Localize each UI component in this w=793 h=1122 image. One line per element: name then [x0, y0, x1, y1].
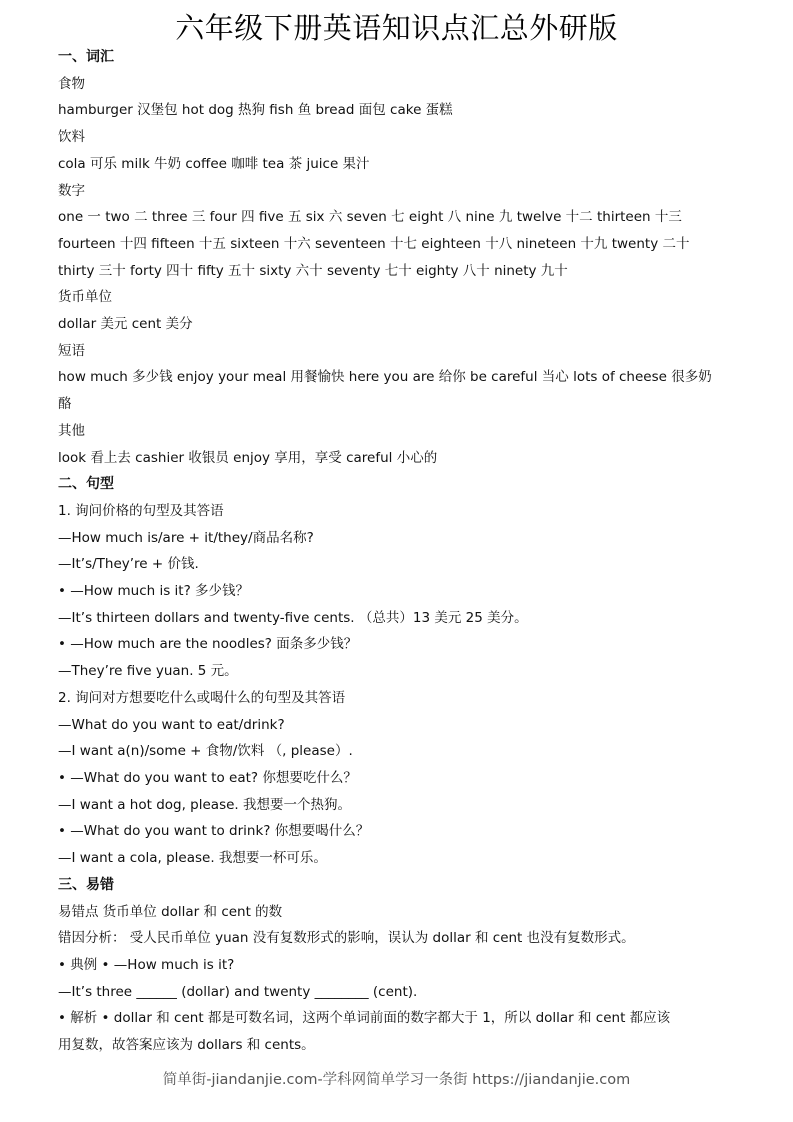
- vocab-line-numbers-3: thirty 三十 forty 四十 fifty 五十 sixty 六十 seventy 七十 eighty 八十 ninety 九十: [58, 262, 568, 279]
- pattern-line: —I want a(n)/some + 食物/饮料 （, please）.: [58, 743, 353, 760]
- mistake-point: 易错点 货币单位 dollar 和 cent 的数: [58, 903, 283, 920]
- example-line: • —How much are the noodles? 面条多少钱？: [58, 636, 358, 653]
- pattern-subheading-1: 1. 询问价格的句型及其答语: [58, 502, 224, 519]
- category-label-phrases: 短语: [58, 342, 85, 359]
- vocab-line-phrases-cont: 酪: [58, 396, 72, 413]
- fill-in-blank-line: —It’s three ______ (dollar) and twenty ________ (cent).: [58, 983, 418, 1000]
- footer-watermark: 简单街-jiandanjie.com-学科网简单学习一条街 https://jiandanjie.com: [162, 1072, 631, 1088]
- explanation-line: • 解析 • dollar 和 cent 都是可数名词，这两个单词前面的数字都大于 1，所以 dollar 和 cent 都应该: [58, 1010, 671, 1027]
- section-heading-sentence-patterns: 二、句型: [58, 476, 114, 493]
- example-line: —They’re five yuan. 5 元。: [58, 663, 238, 680]
- vocab-line-food: hamburger 汉堡包 hot dog 热狗 fish 鱼 bread 面包 cake 蛋糕: [58, 102, 453, 119]
- vocab-line-numbers-1: one 一 two 二 three 三 four 四 five 五 six 六 seven 七 eight 八 nine 九 twelve 十二 thirteen 十三: [58, 209, 682, 226]
- category-label-numbers: 数字: [58, 182, 85, 199]
- example-line: —It’s thirteen dollars and twenty-five cents. （总共）13 美元 25 美分。: [58, 609, 528, 626]
- vocab-line-numbers-2: fourteen 十四 fifteen 十五 sixteen 十六 seventeen 十七 eighteen 十八 nineteen 十九 twenty 二十: [58, 235, 690, 252]
- category-label-food: 食物: [58, 75, 85, 92]
- category-label-currency: 货币单位: [58, 289, 112, 306]
- example-line: • —How much is it? 多少钱？: [58, 583, 250, 600]
- vocab-line-other: look 看上去 cashier 收银员 enjoy 享用，享受 careful 小心的: [58, 449, 438, 466]
- mistake-analysis: 错因分析： 受人民币单位 yuan 没有复数形式的影响，误认为 dollar 和 cent 也没有复数形式。: [58, 930, 635, 947]
- category-label-other: 其他: [58, 422, 85, 439]
- example-line: • —What do you want to eat? 你想要吃什么？: [58, 769, 357, 786]
- category-label-drinks: 饮料: [58, 129, 85, 146]
- pattern-line: —It’s/They’re + 价钱.: [58, 556, 199, 573]
- document-body: [58, 44, 748, 1059]
- example-line: —I want a cola, please. 我想要一杯可乐。: [58, 850, 327, 867]
- typical-example: • 典例 • —How much is it?: [58, 956, 235, 973]
- vocab-line-currency: dollar 美元 cent 美分: [58, 316, 193, 333]
- pattern-line: —What do you want to eat/drink?: [58, 716, 285, 733]
- section-heading-common-mistakes: 三、易错: [58, 876, 114, 893]
- pattern-subheading-2: 2. 询问对方想要吃什么或喝什么的句型及其答语: [58, 689, 346, 706]
- explanation-line-cont: 用复数，故答案应该为 dollars 和 cents。: [58, 1037, 315, 1054]
- pattern-line: —How much is/are + it/they/商品名称?: [58, 529, 314, 546]
- document-title: 六年级下册英语知识点汇总外研版: [175, 11, 618, 45]
- section-heading-vocabulary: 一、词汇: [58, 49, 114, 65]
- vocab-line-drinks: cola 可乐 milk 牛奶 coffee 咖啡 tea 茶 juice 果汁: [58, 155, 370, 172]
- vocab-line-phrases: how much 多少钱 enjoy your meal 用餐愉快 here you are 给你 be careful 当心 lots of cheese 很多奶: [58, 369, 712, 386]
- example-line: • —What do you want to drink? 你想要喝什么？: [58, 823, 370, 840]
- example-line: —I want a hot dog, please. 我想要一个热狗。: [58, 796, 351, 813]
